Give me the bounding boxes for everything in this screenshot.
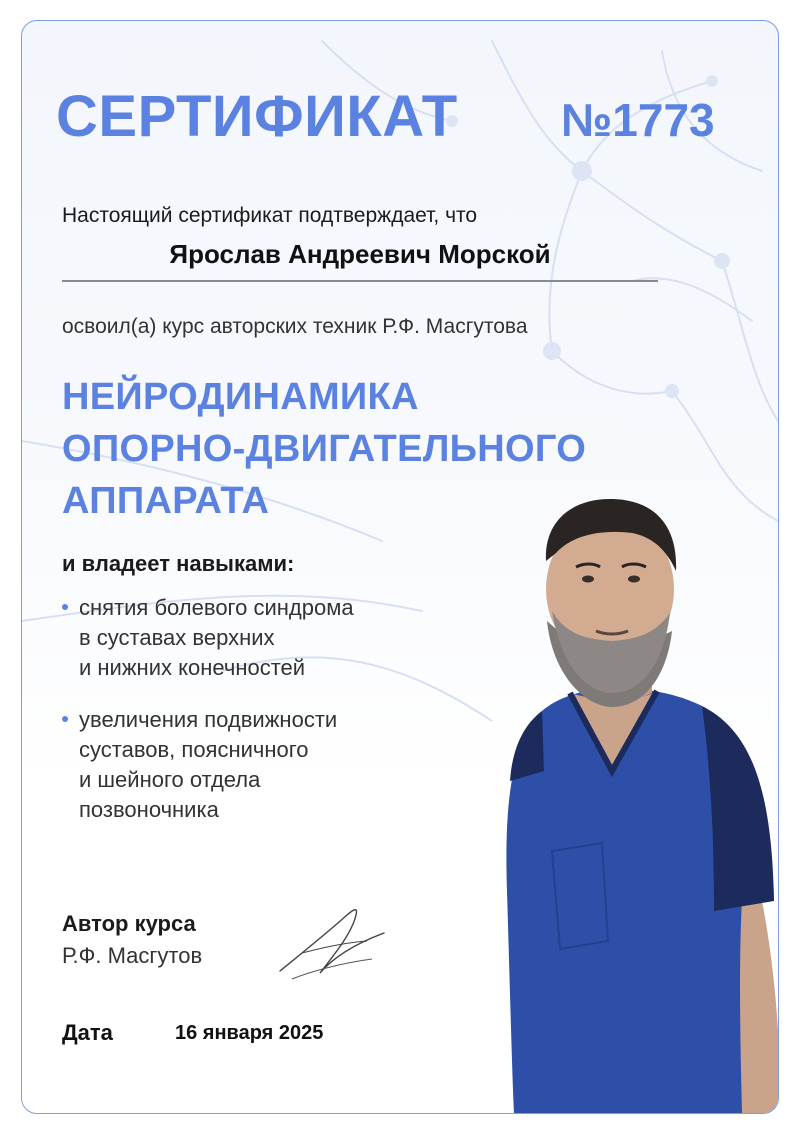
recipient-name: Ярослав Андреевич Морской <box>62 239 658 282</box>
date-label: Дата <box>62 1020 113 1045</box>
skills-list <box>62 593 482 847</box>
skills-heading: и владеет навыками: <box>62 551 295 576</box>
certificate-title: СЕРТИФИКАТ <box>56 84 458 149</box>
skill-line: в суставах верхних <box>79 625 275 650</box>
skill-line: снятия болевого синдрома <box>79 595 354 620</box>
skill-line: суставов, поясничного <box>79 737 309 762</box>
signature <box>272 893 392 983</box>
certificate-number: №1773 <box>561 94 715 146</box>
skill-item <box>62 705 482 825</box>
skill-item <box>62 593 482 683</box>
skill-line: увеличения подвижности <box>79 707 338 732</box>
date-value: 16 января 2025 <box>175 1022 324 1044</box>
course-title-line: АППАРАТА <box>62 480 270 522</box>
confirmation-text: Настоящий сертификат подтверждает, что <box>62 204 478 227</box>
skill-line: позвоночника <box>79 797 219 822</box>
course-title-line: ОПОРНО-ДВИГАТЕЛЬНОГО <box>62 428 587 470</box>
bullet-icon <box>62 716 68 722</box>
author-name: Р.Ф. Масгутов <box>62 943 203 968</box>
course-intro: освоил(а) курс авторских техник Р.Ф. Масгутова <box>62 315 528 338</box>
instructor-portrait <box>452 471 778 1113</box>
skill-line: и нижних конечностей <box>79 655 306 680</box>
certificate-frame <box>21 20 779 1114</box>
skill-line: и шейного отдела <box>79 767 261 792</box>
author-label: Автор курса <box>62 911 196 936</box>
bullet-icon <box>62 604 68 610</box>
course-title-line: НЕЙРОДИНАМИКА <box>62 376 419 418</box>
